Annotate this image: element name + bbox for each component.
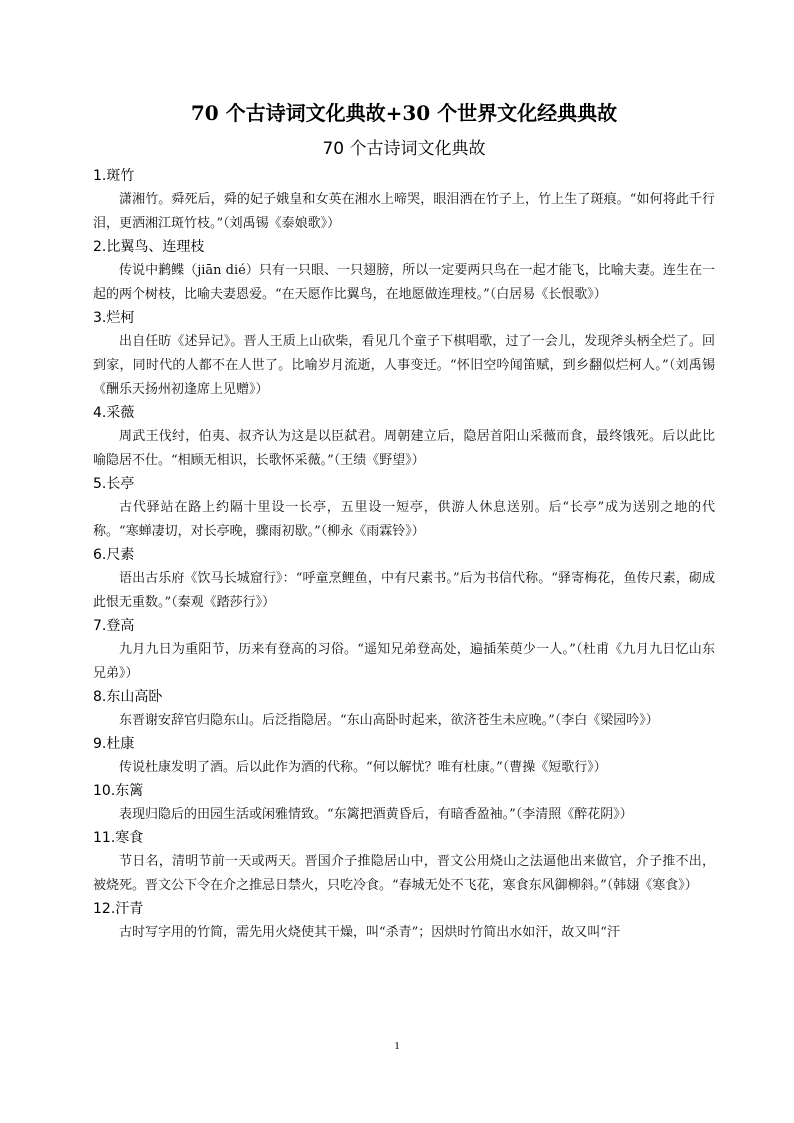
entry-body: 古时写字用的竹简，需先用火烧使其干燥，叫“杀青”；因烘时竹简出水如汗，故又叫“汗 [119,925,620,940]
entry-heading: 3.烂柯 [93,310,135,326]
entry-4 [93,403,715,473]
entry-8 [93,687,715,733]
entry-heading: 5.长亭 [93,476,135,492]
entry-7 [93,616,715,686]
entry-heading: 7.登高 [93,618,135,634]
entry-body: 传说杜康发明了酒。后以此作为酒的代称。“何以解忧？唯有杜康。”（曹操《短歌行》） [119,760,607,775]
entry-heading: 10.东篱 [93,783,144,799]
entry-3 [93,308,715,402]
entry-heading: 8.东山高卧 [93,689,163,705]
entry-heading: 4.采薇 [93,405,135,421]
document-title: 70 个古诗词文化典故+30 个世界文化经典典故 [190,101,618,125]
entry-body: 表现归隐后的田园生活或闲雅情致。“东篱把酒黄昏后，有暗香盈袖。”（李清照《醉花阴》） [119,807,633,822]
entry-body: 潇湘竹。舜死后，舜的妃子娥皇和女英在湘水上啼哭，眼泪洒在竹子上，竹上生了斑痕。“如何将此千行泪，更洒湘江斑竹枝。”（刘禹锡《泰娘歌》） [93,192,715,231]
page-number: 1 [394,1040,400,1052]
entry-heading: 2.比翼鸟、连理枝 [93,239,205,255]
entry-body: 出自任昉《述异记》。晋人王质上山砍柴，看见几个童子下棋唱歌，过了一会儿，发现斧头柄全烂了。回到家，同时代的人都不在人世了。比喻岁月流逝，人事变迁。“怀旧空吟闻笛赋，到乡翻似烂柯人。”（刘禹锡《酬乐天扬州初逢席上见赠》） [93,334,715,397]
entry-1 [93,166,715,236]
entry-heading: 12.汗青 [93,901,144,917]
entry-6 [93,545,715,615]
entry-body: 周武王伐纣，伯夷、叔齐认为这是以臣弑君。周朝建立后，隐居首阳山采薇而食，最终饿死。后以此比喻隐居不仕。“相顾无相识，长歌怀采薇。”（王绩《野望》） [93,429,715,468]
entry-heading: 1.斑竹 [93,168,135,184]
entry-11 [93,828,715,898]
entry-2 [93,237,715,307]
entry-body: 古代驿站在路上约隔十里设一长亭，五里设一短亭，供游人休息送别。后“长亭”成为送别之地的代称。“寒蝉凄切，对长亭晚，骤雨初歇。”（柳永《雨霖铃》） [93,500,715,539]
entry-9 [93,734,715,780]
entry-12 [93,899,715,945]
entry-10 [93,781,715,827]
entry-5 [93,474,715,544]
entry-body: 东晋谢安辞官归隐东山。后泛指隐居。“东山高卧时起来，欲济苍生未应晚。”（李白《梁园吟》） [119,713,659,728]
entry-heading: 11.寒食 [93,830,144,846]
entry-body: 九月九日为重阳节，历来有登高的习俗。“遥知兄弟登高处，遍插茱萸少一人。”（杜甫《九月九日忆山东兄弟》） [93,642,715,681]
entry-body: 节日名，清明节前一天或两天。晋国介子推隐居山中，晋文公用烧山之法逼他出来做官，介子推不出，被烧死。晋文公下令在介之推忌日禁火，只吃冷食。“春城无处不飞花，寒食东风御柳斜。”（韩翃《寒食》） [93,854,715,893]
entry-heading: 6.尺素 [93,547,135,563]
section-title: 70 个古诗词文化典故 [322,139,486,159]
entry-body: 语出古乐府《饮马长城窟行》：“呼童烹鲤鱼，中有尺素书。”后为书信代称。“驿寄梅花，鱼传尺素，砌成此恨无重数。”（秦观《踏莎行》） [93,571,715,610]
entry-heading: 9.杜康 [93,736,135,752]
page-content [93,96,715,946]
entry-body: 传说中鹣鲽（jiān dié）只有一只眼、一只翅膀，所以一定要两只鸟在一起才能飞，比喻夫妻。连生在一起的两个树枝，比喻夫妻恩爱。“在天愿作比翼鸟，在地愿做连理枝。”（白居易《长恨歌》） [93,263,715,302]
